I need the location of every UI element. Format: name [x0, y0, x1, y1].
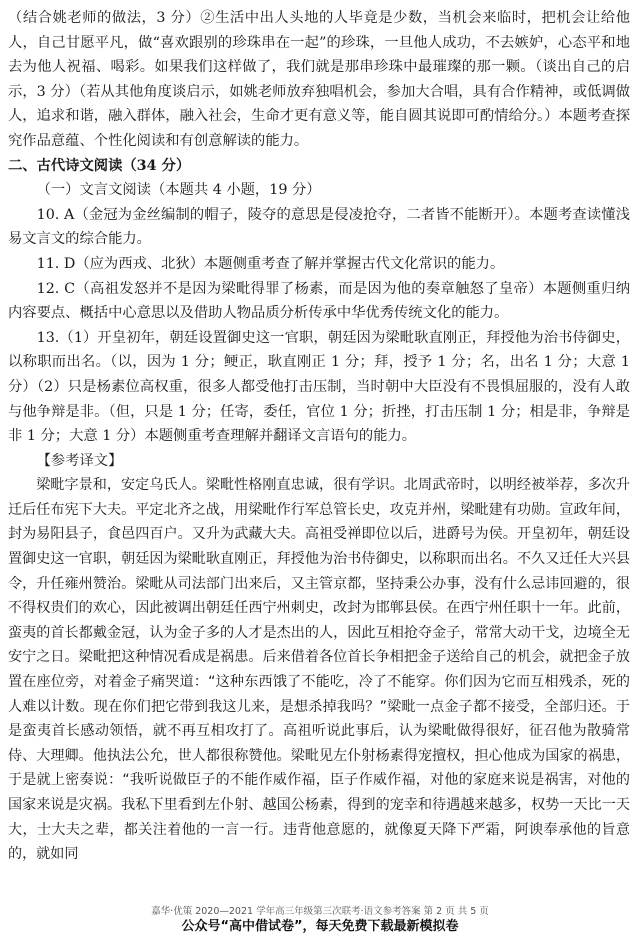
answer-13: 13.（1）开皇初年，朝廷设置御史这一官职，朝廷因为梁毗耿直刚正，拜授他为治书侍御史，以称职而出名。（以，因为 1 分；鲠正，耿直刚正 1 分；拜，授予 1 分；名，出名 1 分；大意 1 分）（2）只是杨素位高权重，很多人都受他打击压制，当时朝中大臣没有不畏惧屈服的，没有人敢与他争辩是非。（但，只是 1 分；任寄，委任，官位 1 分；折挫，打击压制 1 分；相是非，争辩是非 1 分；大意 1 分）本题侧重考查理解并翻译文言语句的能力。 [8, 329, 630, 445]
reference-translation-heading: 【参考译文】 [36, 452, 123, 469]
footer-page-info: 嘉华·优策 2020—2021 学年高三年级第三次联考·语文参考答案 第 2 页 共 5 页 [151, 906, 489, 917]
answer-11: 11. D（应为西戎、北狄）本题侧重考查了解并掌握古代文化常识的能力。 [36, 255, 505, 272]
section-heading-classical-poetry: 二、古代诗文阅读（34 分） [8, 157, 191, 174]
subsection-heading-classical-chinese: （一）文言文阅读（本题共 4 小题，19 分） [36, 182, 321, 199]
reference-translation-text: 梁毗字景和，安定乌氏人。梁毗性格刚直忠诚，很有学识。北周武帝时，以明经被举荐，多次升迁后任布宪下大夫。平定北齐之战，用梁毗作行军总管长史，攻克并州，梁毗建有功勋。宣政年间，封为易阳县子，食邑四百户。又升为武藏大夫。高祖受禅即位以后，进爵号为侯。开皇初年，朝廷设置御史这一官职，朝廷因为梁毗耿直刚正，拜授他为治书侍御史，以称职而出名。不久又迁任大兴县令，升任雍州赞治。梁毗从司法部门出来后，又主管京都，坚持秉公办事，没有什么忌讳回避的，很不得权贵们的欢心，因此被调出朝廷任西宁州刺史，改封为邯郸县侯。在西宁州任职十一年。此前，蛮夷的首长都戴金冠，认为金子多的人才是杰出的人，因此互相抢夺金子，常常大动干戈，边境全无安宁之日。梁毗把这种情况看成是祸患。后来借着各位首长争相把金子送给自己的机会，就把金子放置在座位旁，对着金子痛哭道：“这种东西饿了不能吃，冷了不能穿。你们因为它而互相残杀，死的人难以计数。现在你们把它带到我这儿来，是想杀掉我吗？”梁毗一点金子都不接受，全部归还。于是蛮夷首长感动领悟，就不再互相攻打了。高祖听说此事后，认为梁毗做得很好，征召他为散骑常侍、大理卿。他执法公允，世人都很称赞他。梁毗见左仆射杨素得宠擅权，担心他成为国家的祸患，于是就上密奏说：“我听说做臣子的不能作威作福，臣子作威作福，对他的家庭来说是祸害，对他的国家来说是灾祸。我私下里看到左仆射、越国公杨素，得到的宠幸和待遇越来越多，权势一天比一天大，士大夫之辈，都关注着他的一言一行。违背他意愿的，就像夏天降下严霜，阿谀奉承他的旨意的，就如同 [8, 477, 630, 863]
footer-watermark-banner: 公众号“高中借试卷”，每天免费下载最新模拟卷 [181, 919, 459, 934]
answer-key-body [8, 6, 630, 867]
page-footer [0, 906, 640, 936]
answer-10: 10. A（金冠为金丝编制的帽子，陵夺的意思是侵凌抢夺，二者皆不能断开）。本题考查读懂浅易文言文的综合能力。 [8, 206, 630, 248]
answer-12: 12. C（高祖发怒并不是因为梁毗得罪了杨素，而是因为他的奏章触怒了皇帝）本题侧重归纳内容要点、概括中心意思以及借助人物品质分析传承中华优秀传统文化的能力。 [8, 280, 630, 322]
answer-paragraph-9-continued: （结合姚老师的做法，3 分）②生活中出人头地的人毕竟是少数，当机会来临时，把机会让给他人，自己甘愿平凡，做“喜欢跟别的珍珠串在一起”的珍珠，一旦他人成功，不去嫉妒，心态平和地去为他人祝福、喝彩。如果我们这样做了，我们就是那串珍珠中最璀璨的那一颗。（谈出自己的启示，3 分）（若从其他角度谈启示，如姚老师放弃独唱机会，参加大合唱，具有合作精神，或低调做人，追求和谐，融入群体，融入社会，生命才更有意义等，能自圆其说即可酌情给分。）本题考查探究作品意蕴、个性化阅读和有创意解读的能力。 [8, 10, 630, 149]
